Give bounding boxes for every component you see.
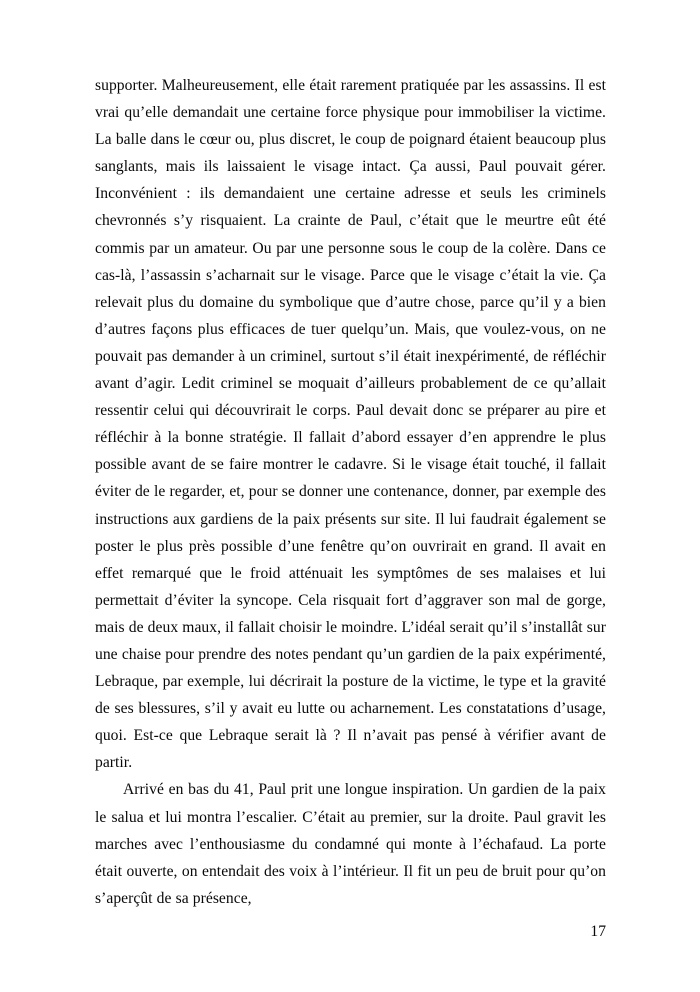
body-text-block: [95, 72, 606, 912]
paragraph-continuation: supporter. Malheureusement, elle était rarement pratiquée par les assassins. Il est vrai qu’elle demandait une certaine force physique pour immobiliser la victime. La balle dans le cœur ou, plus discret, le coup de poignard étaient beaucoup plus sanglants, mais ils laissaient le visage intact. Ça aussi, Paul pouvait gérer. Inconvénient : ils demandaient une certaine adresse et seuls les criminels chevronnés s’y risquaient. La crainte de Paul, c’était que le meurtre eût été commis par un amateur. Ou par une personne sous le coup de la colère. Dans ce cas-là, l’assassin s’acharnait sur le visage. Parce que le visage c’était la vie. Ça relevait plus du domaine du symbolique que d’autre chose, parce qu’il y a bien d’autres façons plus efficaces de tuer quelqu’un. Mais, que voulez-vous, on ne pouvait pas demander à un criminel, surtout s’il était inexpérimenté, de réfléchir avant d’agir. Ledit criminel se moquait d’ailleurs probablement de ce qu’allait ressentir celui qui découvrirait le corps. Paul devait donc se préparer au pire et réfléchir à la bonne stratégie. Il fallait d’abord essayer d’en apprendre le plus possible avant de se faire montrer le cadavre. Si le visage était touché, il fallait éviter de le regarder, et, pour se donner une contenance, donner, par exemple des instructions aux gardiens de la paix présents sur site. Il lui faudrait également se poster le plus près possible d’une fenêtre qu’on ouvrirait en grand. Il avait en effet remarqué que le froid atténuait les symptômes de ses malaises et lui permettait d’éviter la syncope. Cela risquait fort d’aggraver son mal de gorge, mais de deux maux, il fallait choisir le moindre. L’idéal serait qu’il s’installât sur une chaise pour prendre des notes pendant qu’un gardien de la paix expérimenté, Lebraque, par exemple, lui décrirait la posture de la victime, le type et la gravité de ses blessures, s’il y avait eu lutte ou acharnement. Les constatations d’usage, quoi. Est-ce que Lebraque serait là ? Il n’avait pas pensé à vérifier avant de partir.: [95, 77, 606, 772]
page-number: 17: [590, 923, 606, 940]
paragraph-new: Arrivé en bas du 41, Paul prit une longue inspiration. Un gardien de la paix le salua et lui montra l’escalier. C’était au premier, sur la droite. Paul gravit les marches avec l’enthousiasme du condamné qui monte à l’échafaud. La porte était ouverte, on entendait des voix à l’intérieur. Il fit un peu de bruit pour qu’on s’aperçût de sa présence,: [95, 781, 606, 907]
